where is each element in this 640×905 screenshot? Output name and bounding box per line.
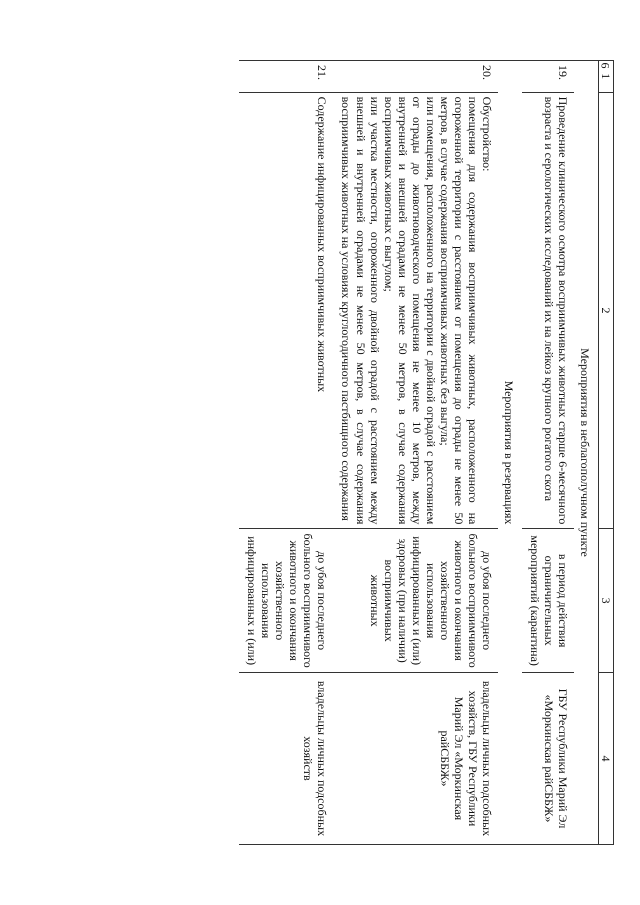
table-header-row — [598, 61, 613, 845]
table-row — [522, 61, 574, 845]
row-term: до убоя последнего больного восприимчивого животного и окончания хозяйственного использования инфицированных и (или) здоровых (при наличии) восприимчивых животных — [333, 529, 497, 673]
section-title: Мероприятия в резервациях — [498, 61, 522, 845]
measure-line: или помещения, расположенного на территории с двойной оградой с расстоянием от ограды до животноводческого помещения не менее 10 метров, между внутренней и внешней оградами не менее 50 метров, в случае содержания восприимчивых животных с выгулом; — [381, 96, 438, 525]
table-row — [333, 61, 497, 845]
page-number: 6 — [598, 62, 613, 69]
row-measure: Проведение клинического осмотра восприимчивых животных старше 6-месячного возраста и серологических исследований их на лейкоз крупного рогатого скота — [522, 92, 574, 529]
section-header — [574, 61, 599, 845]
row-term: до убоя последнего больного восприимчивого животного и окончания хозяйственного использования инфицированных и (или) — [239, 529, 333, 673]
section-title: Мероприятия в неблагополучном пункте — [574, 61, 599, 845]
table-row — [239, 61, 333, 845]
row-responsible: владельцы личных подсобных хозяйств, ГБУ Республики Марий Эл «Моркинская райСББЖ» — [333, 672, 497, 844]
row-number: 19. — [522, 61, 574, 93]
header-col-1: 1 — [598, 61, 613, 93]
measure-line: помещения для содержания восприимчивых животных, расположенного на огороженной территории с расстоянием от помещения до ограды не менее 50 метров, в случае содержания восприимчивых животных без выгула; — [437, 96, 480, 525]
row-number: 21. — [239, 61, 333, 93]
rotated-table-area — [94, 60, 614, 845]
row-term: в период действия ограничительных мероприятий (карантина) — [522, 529, 574, 673]
header-col-3: 3 — [598, 529, 613, 673]
row-measure — [333, 92, 497, 529]
row-responsible: ГБУ Республики Марий Эл «Моркинская райСББЖ» — [522, 672, 574, 844]
measure-line: или участка местности, огороженного двойной оградой с расстоянием между внешней и внутренней оградами не менее 50 метров, в случае содержания восприимчивых животных на условиях круглогодичного пастбищного содержания — [339, 96, 382, 525]
header-col-4: 4 — [598, 672, 613, 844]
row-responsible: владельцы личных подсобных хозяйств — [239, 672, 333, 844]
section-header — [498, 61, 522, 845]
measure-line: Обустройство: — [479, 96, 494, 172]
header-col-2: 2 — [598, 92, 613, 529]
measures-table — [239, 60, 614, 845]
row-number: 20. — [333, 61, 497, 93]
row-measure: Содержание инфицированных восприимчивых животных — [239, 92, 333, 529]
